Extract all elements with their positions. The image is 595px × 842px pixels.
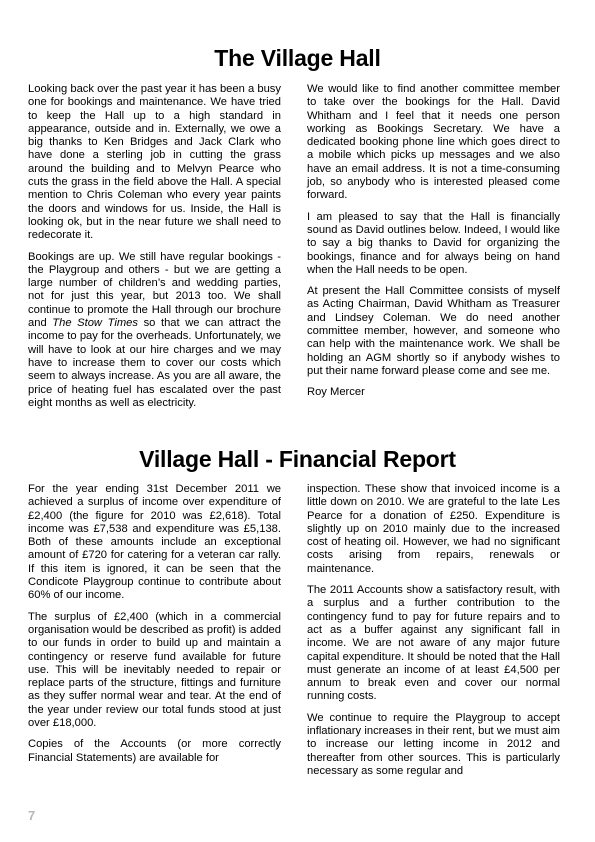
village-hall-column-right (307, 83, 560, 408)
paragraph: At present the Hall Committee consists of myself as Acting Chairman, David Whitham as Treasurer and Lindsey Coleman. We do need another committee member, however, and someone who can help with the maintenance work. We shall be holding an AGM shortly so if anybody wishes to put their name forward please come and see me. (307, 285, 560, 377)
village-hall-column-left (28, 83, 281, 418)
paragraph: Copies of the Accounts (or more correctly Financial Statements) are available for (28, 738, 281, 764)
paragraph (28, 251, 281, 411)
author-signature: Roy Mercer (307, 386, 365, 399)
text-run: Bookings are up. We still have regular bookings - the Playgroup and others - but we are getting a large number of children’s and wedding parties, not for just this year, but 2013 too. We shall continue to promote the Hall through our brochure and (28, 250, 281, 330)
financial-report-column-right (307, 483, 560, 786)
paragraph: The surplus of £2,400 (which in a commercial organisation would be described as profit) is added to our funds in order to build up and maintain a contingency or reserve fund available for future use. This will be inevitably needed to repair or replace parts of the structure, fittings and furniture as they suffer normal wear and tear. At the end of the year under review our total funds stood at just over £18,000. (28, 610, 281, 730)
article-title-financial-report: Village Hall - Financial Report (139, 446, 456, 472)
paragraph: The 2011 Accounts show a satisfactory result, with a surplus and a further contribution to the contingency fund to pay for future repairs and to act as a buffer against any significant fall in income. We are not aware of any major future capital expenditure. It should be noted that the Hall must generate an income of at least £4,500 per annum to break even and cover our normal running costs. (307, 584, 560, 703)
article-title-village-hall: The Village Hall (214, 45, 381, 71)
text-run: so that we can attract the income to pay for the overheads. Unfortunately, we will have to look at our hire charges and we may have to increase them to cover our costs which seem to always increase. As you are all aware, the price of heating fuel has escalated over the past eight months as well as electricity. (28, 317, 281, 409)
paragraph: I am pleased to say that the Hall is financially sound as David outlines below. Indeed, I would like to say a big thanks to David for organizing the bookings, finance and for always being on hand when the Hall needs to be open. (307, 210, 560, 276)
paragraph: inspection. These show that invoiced income is a little down on 2010. We are grateful to the late Les Pearce for a donation of £250. Expenditure is slightly up on 2010 mainly due to the increased cost of heating oil. However, we had no significant costs arising from repairs, renewals or maintenance. (307, 483, 560, 575)
page-number: 7 (28, 808, 36, 823)
paragraph: We would like to find another committee member to take over the bookings for the Hall. David Whitham and I feel that it needs one person working as Bookings Secretary. We have a dedicated booking phone line which goes direct to a mobile which picks up messages and we also have an email address. It is not a time-consuming job, so anybody who is interested pleased come forward. (307, 83, 560, 202)
financial-report-column-left (28, 483, 281, 773)
publication-title: The Stow Times (52, 317, 138, 330)
paragraph: Looking back over the past year it has been a busy one for bookings and maintenance. We have tried to keep the Hall up to a high standard in appearance, outside and in. Externally, we owe a big thanks to Ken Bridges and Jack Clark who have done a sterling job in cutting the grass around the building and to Melvyn Pearce who cuts the grass in the field above the Hall. A special mention to Chris Coleman who every year paints the doors and windows for us. Inside, the Hall is looking ok, but in the near future we shall need to redecorate it. (28, 83, 281, 242)
paragraph: For the year ending 31st December 2011 we achieved a surplus of income over expenditure of £2,400 (the figure for 2010 was £2,618). Total income was £7,538 and expenditure was £5,138. Both of these amounts include an exceptional amount of £720 for catering for a veteran car rally. If this item is ignored, it can be seen that the Condicote Playgroup continue to contribute about 60% of our income. (28, 483, 281, 602)
paragraph: We continue to require the Playgroup to accept inflationary increases in their rent, but we must aim to increase our letting income in 2012 and thereafter from other sources. This is particularly necessary as some regular and (307, 711, 560, 777)
